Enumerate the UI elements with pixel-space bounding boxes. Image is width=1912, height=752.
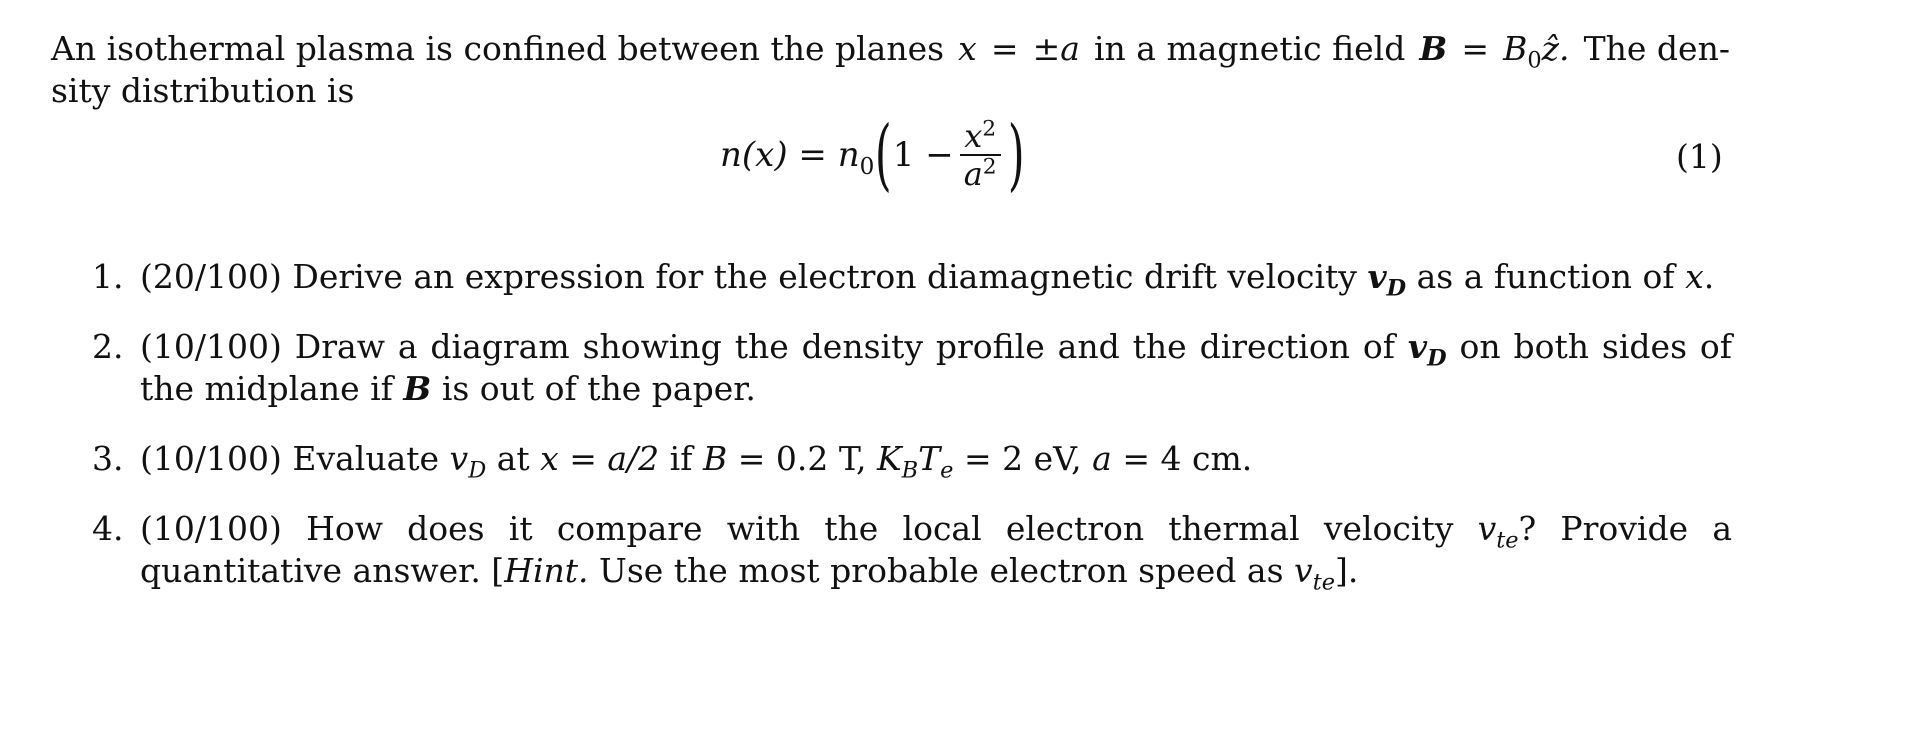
question-item (92, 256, 1732, 302)
intro-text-2: in a magnetic field (1093, 29, 1406, 68)
left-paren: ( (875, 110, 892, 200)
question-item (92, 326, 1732, 410)
intro-line-1 (51, 28, 1730, 74)
intro-text-1: An isothermal plasma is confined between the planes (51, 29, 945, 68)
question-list (92, 256, 1732, 596)
intro-text-3: The den- (1583, 29, 1730, 68)
density-equation (720, 105, 1025, 205)
question-number: 4. (92, 509, 124, 548)
question-text: (20/100) Derive an expression for the electron diamagnetic drift velocity $v_D$ as a function of x. (140, 257, 1715, 302)
bold-B: B (1419, 29, 1448, 68)
question-item (92, 508, 1732, 596)
x2-over-a2-fraction (960, 118, 1001, 192)
question-text: (10/100) Evaluate $v_D$ at x = a/2 if B = 0.2 T, $K_BT_e = 2$ eV, a = 4 cm. (140, 439, 1253, 484)
right-paren: ) (1007, 110, 1025, 200)
var-x: x (958, 29, 977, 68)
question-item (92, 438, 1732, 484)
plus-minus-a: ±a (1032, 29, 1080, 68)
B0-zhat: $B_0ẑ$. (1503, 29, 1570, 74)
equation-lhs: $n(x) = n_0$ (720, 135, 875, 180)
fraction-denominator: $a^2$ (963, 154, 997, 193)
equation-number: (1) (1676, 137, 1723, 176)
question-number: 1. (92, 257, 124, 296)
question-number: 2. (92, 327, 124, 366)
question-text: (10/100) Draw a diagram showing the density profile and the direction of $v_D$ on both sides of the midplane if B is out of the paper. (140, 327, 1732, 408)
intro-line-2: sity distribution is (51, 71, 355, 110)
problem-intro (51, 28, 1731, 112)
question-number: 3. (92, 439, 124, 478)
equals-sign: = (990, 29, 1019, 68)
equation-one-minus: 1 − (892, 135, 954, 175)
question-text: (10/100) How does it compare with the local electron thermal velocity $v_{te}$? Provide a quantitative answer. [Hint. Use the most probable electron speed as $v_{te}$]. (140, 509, 1732, 596)
equals-sign-2: = (1461, 29, 1490, 68)
fraction-numerator: $x^2$ (964, 116, 997, 155)
